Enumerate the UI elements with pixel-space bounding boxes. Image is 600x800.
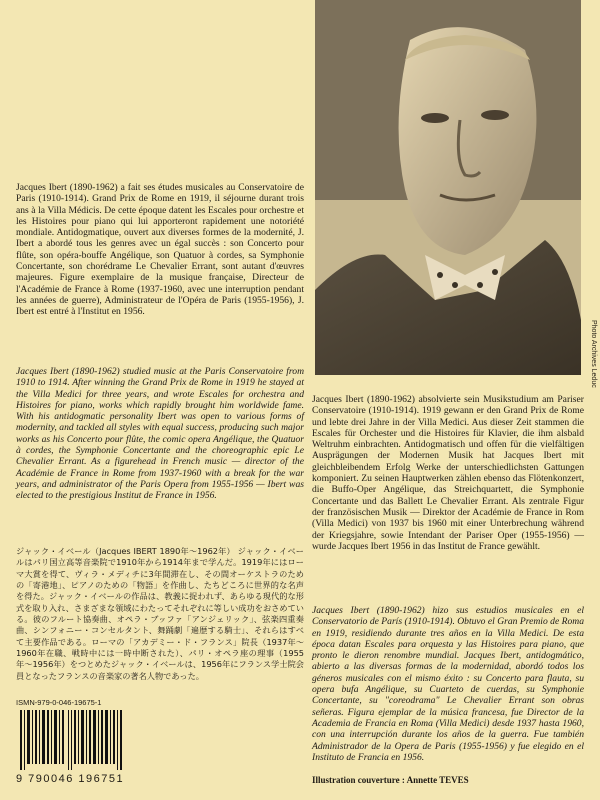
barcode-image [16, 710, 136, 770]
photo-credit: Photo Archives Leduc [590, 320, 597, 388]
french-text [16, 182, 304, 326]
german-paragraph: Jacques Ibert (1890-1962) absolvierte sein Musikstudium am Pariser Conservatoire (1910-1914). 1919 gewann er den Grand Prix de Rome und lebte drei Jahre in der Villa Medici. Aus dieser Zeit stammen die Escales für Orchester und die Histoires für Klavier, die ihm alsbald Weltruhm einbrachten. Antidogmatisch und offen für die vielfältigen Ausprägungen der Modernen Musik hat Jacques Ibert mit gleichbleibendem Erfolg Werke der unterschiedlichsten Gattungen komponiert. Zu seinen Hauptwerken zählen ebenso das Flötenkonzert, die Buffo-Oper Angélique, das Streichquartett, die Symphonie Concertante und das Ballett Le Chevalier Errant. Als zentrale Figur der französischen Musik — Direktor der Académie de France in Rom (Villa Medici) von 1937 bis 1960 mit einer Unterbrechung während der Kriegsjahre, sowie Intendant der Pariser Oper (1955-1956) — wurde Jacques Ibert 1956 in das Institut de France gewählt. [312, 394, 584, 552]
barcode-number: 9 790046 196751 [16, 773, 125, 785]
english-paragraph: Jacques Ibert (1890-1962) studied music at the Paris Conservatoire from 1910 to 1914. After winning the Grand Prix de Rome in 1919 he stayed at the Villa Medici for three years, and wrote Escales for orchestra and Histoires for piano, works which rapidly brought him worldwide fame. With his antidogmatic personality Ibert was open to various forms of modernity, and tackled all styles with equal success, producing such major works as his Concerto pour flûte, the comic opera Angélique, the Quatuor à cordes, the Symphonie Concertante and the choreographic epic Le Chevalier Errant. As a figurehead in French music — director of the Académie de France in Rome from 1937-1960 with a break for the war years, and administrator of the Paris Opera from 1955-1956 — Ibert was elected to the prestigious Institut de France in 1956. [16, 366, 304, 502]
portrait-illustration [315, 0, 581, 375]
composer-portrait-photo [315, 0, 581, 375]
german-text [312, 394, 584, 560]
spanish-text [312, 605, 584, 771]
english-text [16, 366, 304, 510]
japanese-paragraph: ジャック・イベール（Jacques IBERT 1890年〜1962年） ジャック・イベールはパリ国立高等音楽院で1910年から1914年まで学んだ。1919年にはローマ大賞を得て、ヴィラ・メディチに3年間滞在し、その間オーケストラのための「寄港地」、ピアノのための「物語」を作曲し、たちどころに世界的な名声を得た。ジャック・イベールの作品は、教義に捉われず、あらゆる現代的な形式を取り入れ、さまざまな領域にわたってそれぞれに等しい成功をおさめている。彼のフルート協奏曲、オペラ・ブッファ「アンジェリック」、弦楽四重奏曲、シンフォニー・コンセルタント、舞踊劇「遍歴する騎士」、それらはすべて主要作品である。ローマの「アカデミー・ド・フランス」院長（1937年〜1960年在職、戦時中には一時中断された）、パリ・オペラ座の理事（1955年〜1956年）をつとめたジャック・イベールは、1956年にフランス学士院会員となったフランスの音楽家の著名人物であった。 [16, 546, 304, 681]
japanese-text [16, 546, 304, 682]
spanish-paragraph: Jacques Ibert (1890-1962) hizo sus estudios musicales en el Conservatorio de París (1910-1914). Obtuvo el Gran Premio de Roma en 1919, residiendo durante tres años en la Villa Medici. De esta época datan Escales para orquesta y las Histoires para piano, que pronto le dieron renombre mundial. Jacques Ibert, antidogmático, abierto a las diversas formas de la modernidad, abordó todos los géneros musicales con el mismo éxito : su Concerto para flauta, su opera bufa Angélique, su Cuarteto de cuerdas, su Symphonie Concertante, su "coreodrama" Le Chevalier Errant son obras señeras. Figura ejemplar de la música francesa, fue Director de la Academia de Francia en Roma (Villa Medici) desde 1937 hasta 1960, con una interrupción durante los años de la guerra. Fue también Administrador de la Opera de Paris (1955-1956) y fue elegido en el Instituto de Francia en 1956. [312, 605, 584, 763]
illustration-credit: Illustration couverture : Annette TEVES [312, 775, 469, 785]
ismn-number: ISMN-979-0-046-19675-1 [16, 698, 102, 707]
french-paragraph: Jacques Ibert (1890-1962) a fait ses études musicales au Conservatoire de Paris (1910-1914). Grand Prix de Rome en 1919, il séjourne durant trois ans à la Villa Médicis. De cette époque datent les Escales pour orchestre et les Histoires pour piano qui lui apporteront rapidement une notoriété mondiale. Antidogmatique, ouvert aux diverses formes de la modernité, J. Ibert a abordé tous les genres avec un égal succès : son Concerto pour flûte, son opéra-bouffe Angélique, son Quatuor à cordes, sa Symphonie Concertante, son chorédrame Le Chevalier Errant, sont autant d'œuvres majeures. Figure exemplaire de la musique française, Directeur de l'Académie de France à Rome (1937-1960, avec une interruption pendant les années de guerre), Administrateur de l'Opéra de Paris (1955-1956), J. Ibert est entré à l'Institut en 1956. [16, 182, 304, 318]
